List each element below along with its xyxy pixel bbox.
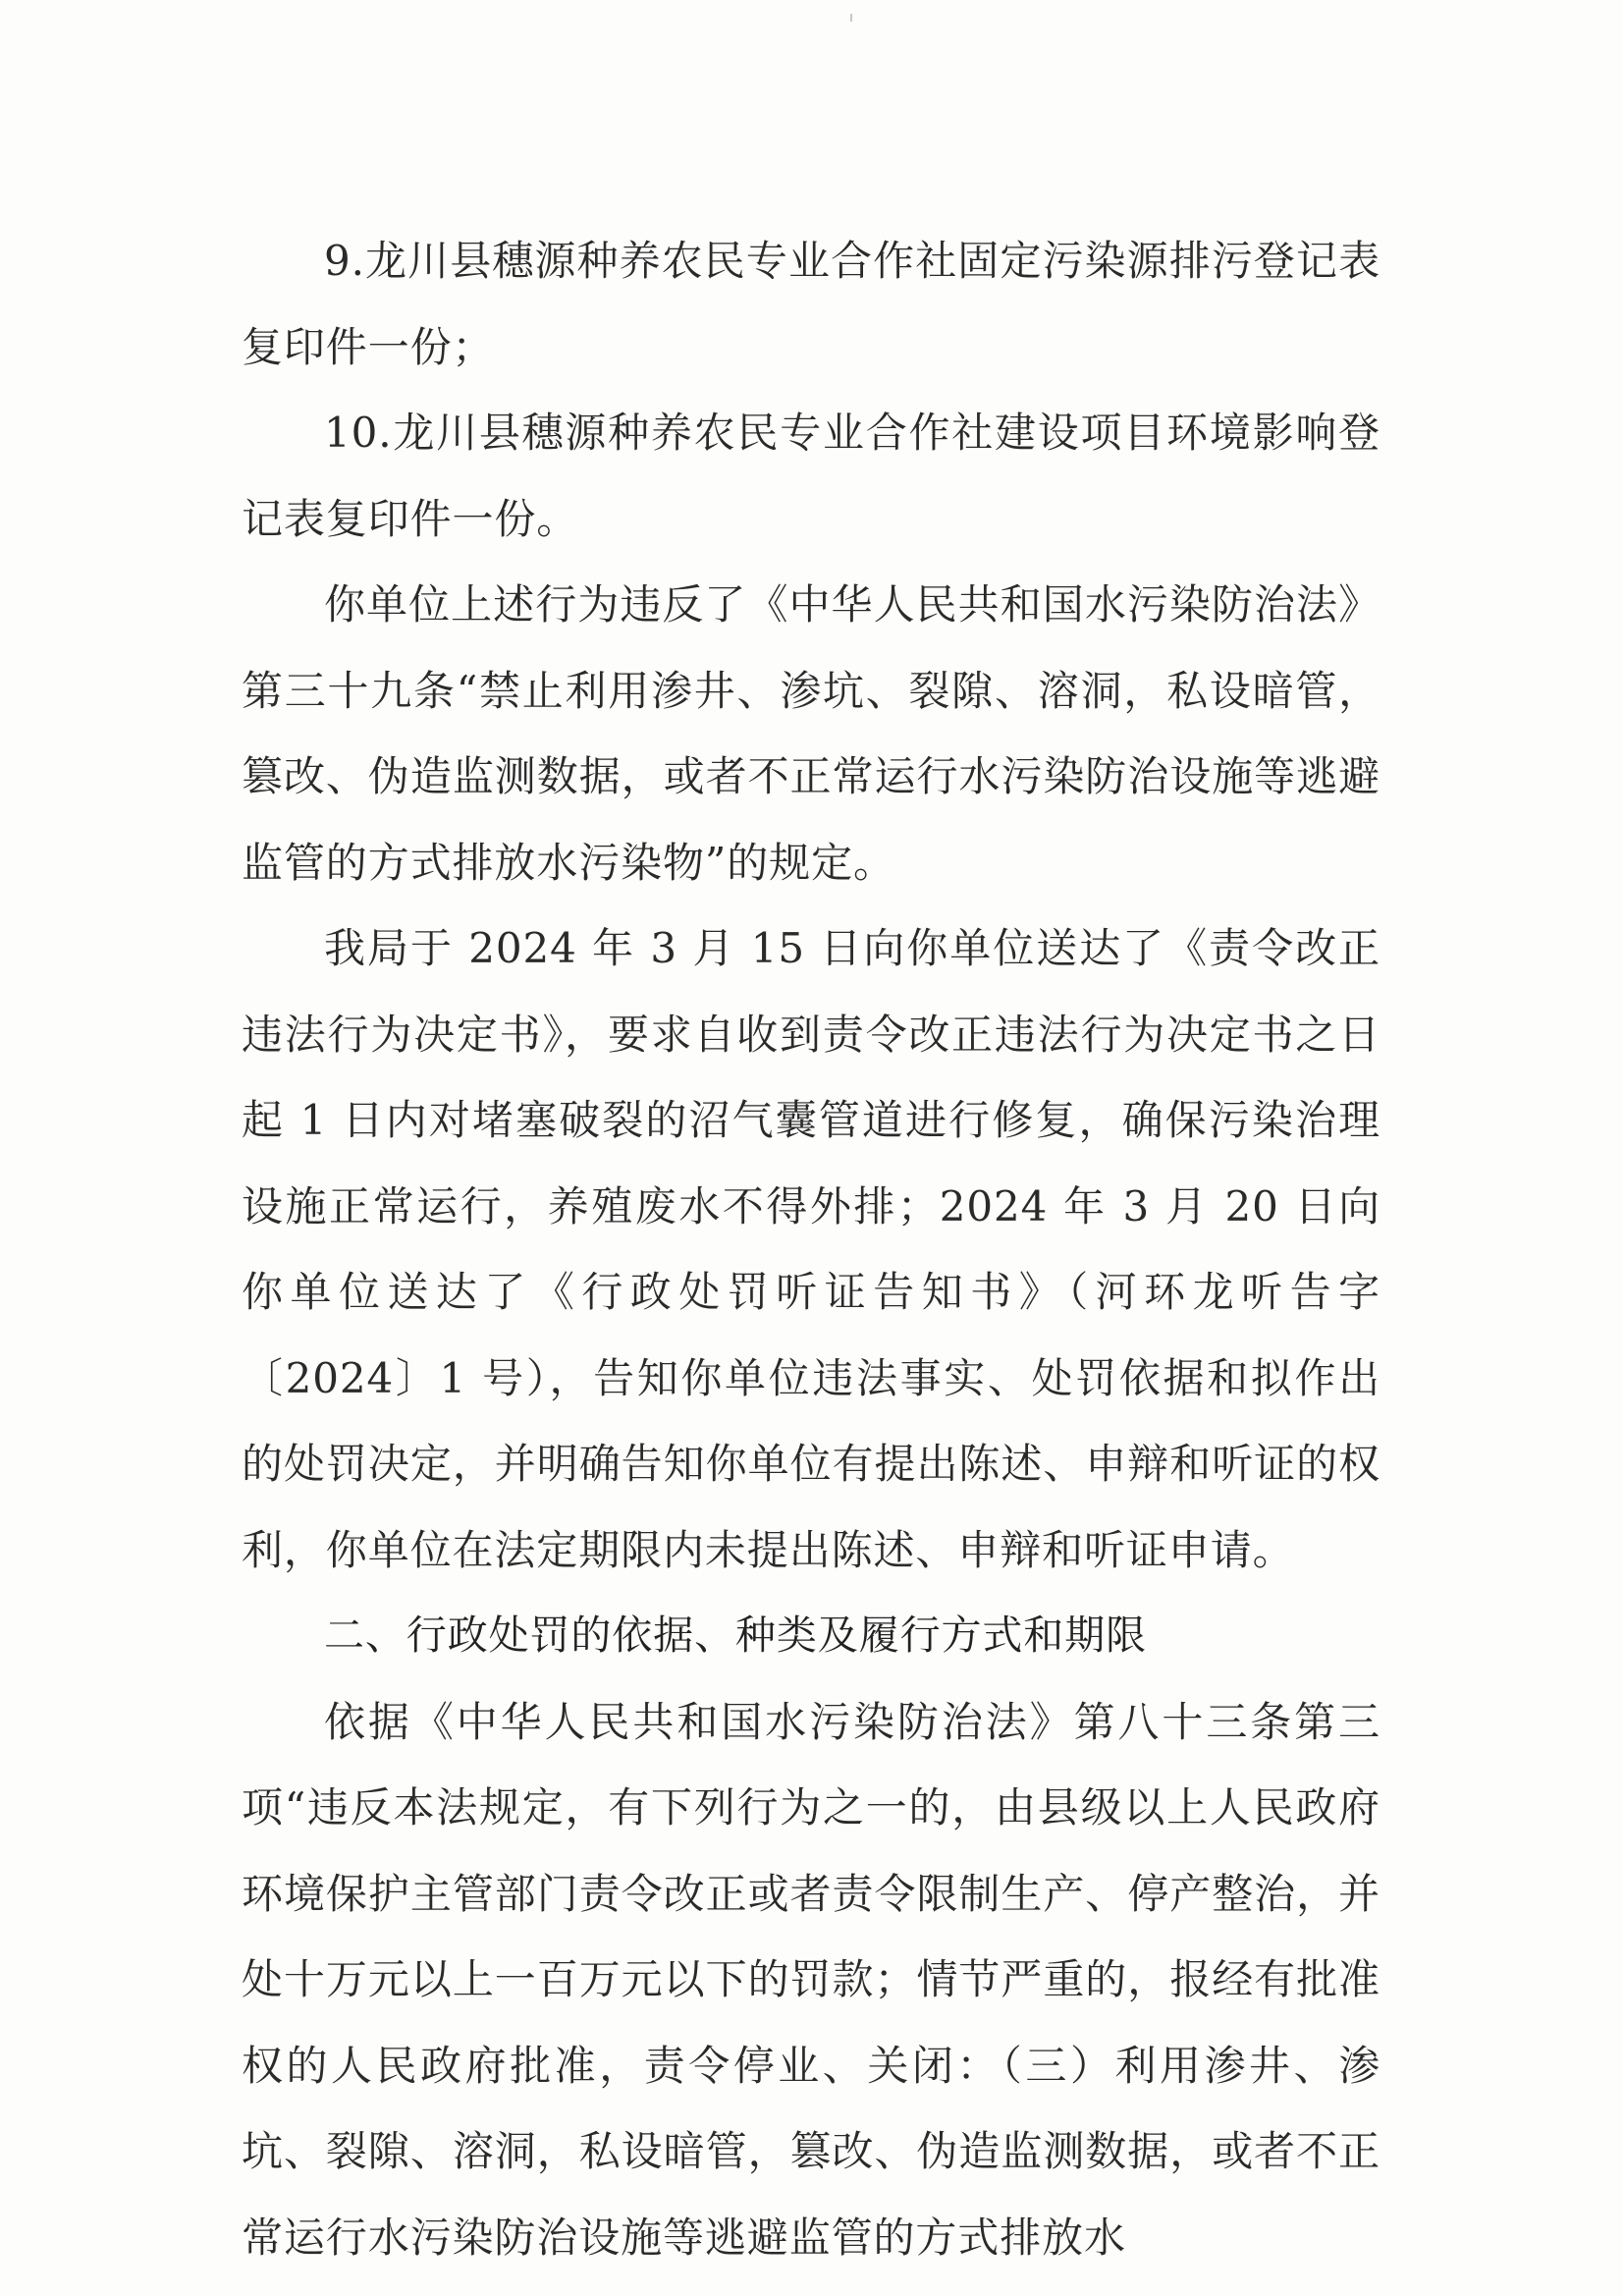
attachment-item-9: 9.龙川县穗源种养农民专业合作社固定污染源排污登记表复印件一份；	[242, 237, 1380, 371]
document-body	[242, 218, 1380, 2280]
legal-basis-paragraph: 依据《中华人民共和国水污染防治法》第八十三条第三项“违反本法规定，有下列行为之一的，由县级以上人民政府环境保护主管部门责令改正或者责令限制生产、停产整治，并处十万元以上一百万元以下的罚款；情节严重的，报经有批准权的人民政府批准，责令停业、关闭：（三）利用渗井、渗坑、裂隙、溶洞，私设暗管，篡改、伪造监测数据，或者不正常运行水污染防治设施等逃避监管的方式排放水	[242, 1697, 1380, 2262]
procedure-statement: 我局于 2024 年 3 月 15 日向你单位送达了《责令改正违法行为决定书》，要求自收到责令改正违法行为决定书之日起 1 日内对堵塞破裂的沼气囊管道进行修复，确保污染治理设施正常运行，养殖废水不得外排；2024 年 3 月 20 日向你单位送达了《行政处罚听证告知书》（河环龙听告字〔2024〕1 号），告知你单位违法事实、处罚依据和拟作出的处罚决定，并明确告知你单位有提出陈述、申辩和听证的权利，你单位在法定期限内未提出陈述、申辩和听证申请。	[242, 924, 1380, 1574]
section-heading: 二、行政处罚的依据、种类及履行方式和期限	[324, 1612, 1147, 1659]
attachment-item-10: 10.龙川县穗源种养农民专业合作社建设项目环境影响登记表复印件一份。	[242, 409, 1380, 543]
violation-statement: 你单位上述行为违反了《中华人民共和国水污染防治法》第三十九条“禁止利用渗井、渗坑、裂隙、溶洞，私设暗管，篡改、伪造监测数据，或者不正常运行水污染防治设施等逃避监管的方式排放水污染物”的规定。	[242, 580, 1380, 887]
scan-edge-mark	[850, 14, 852, 22]
